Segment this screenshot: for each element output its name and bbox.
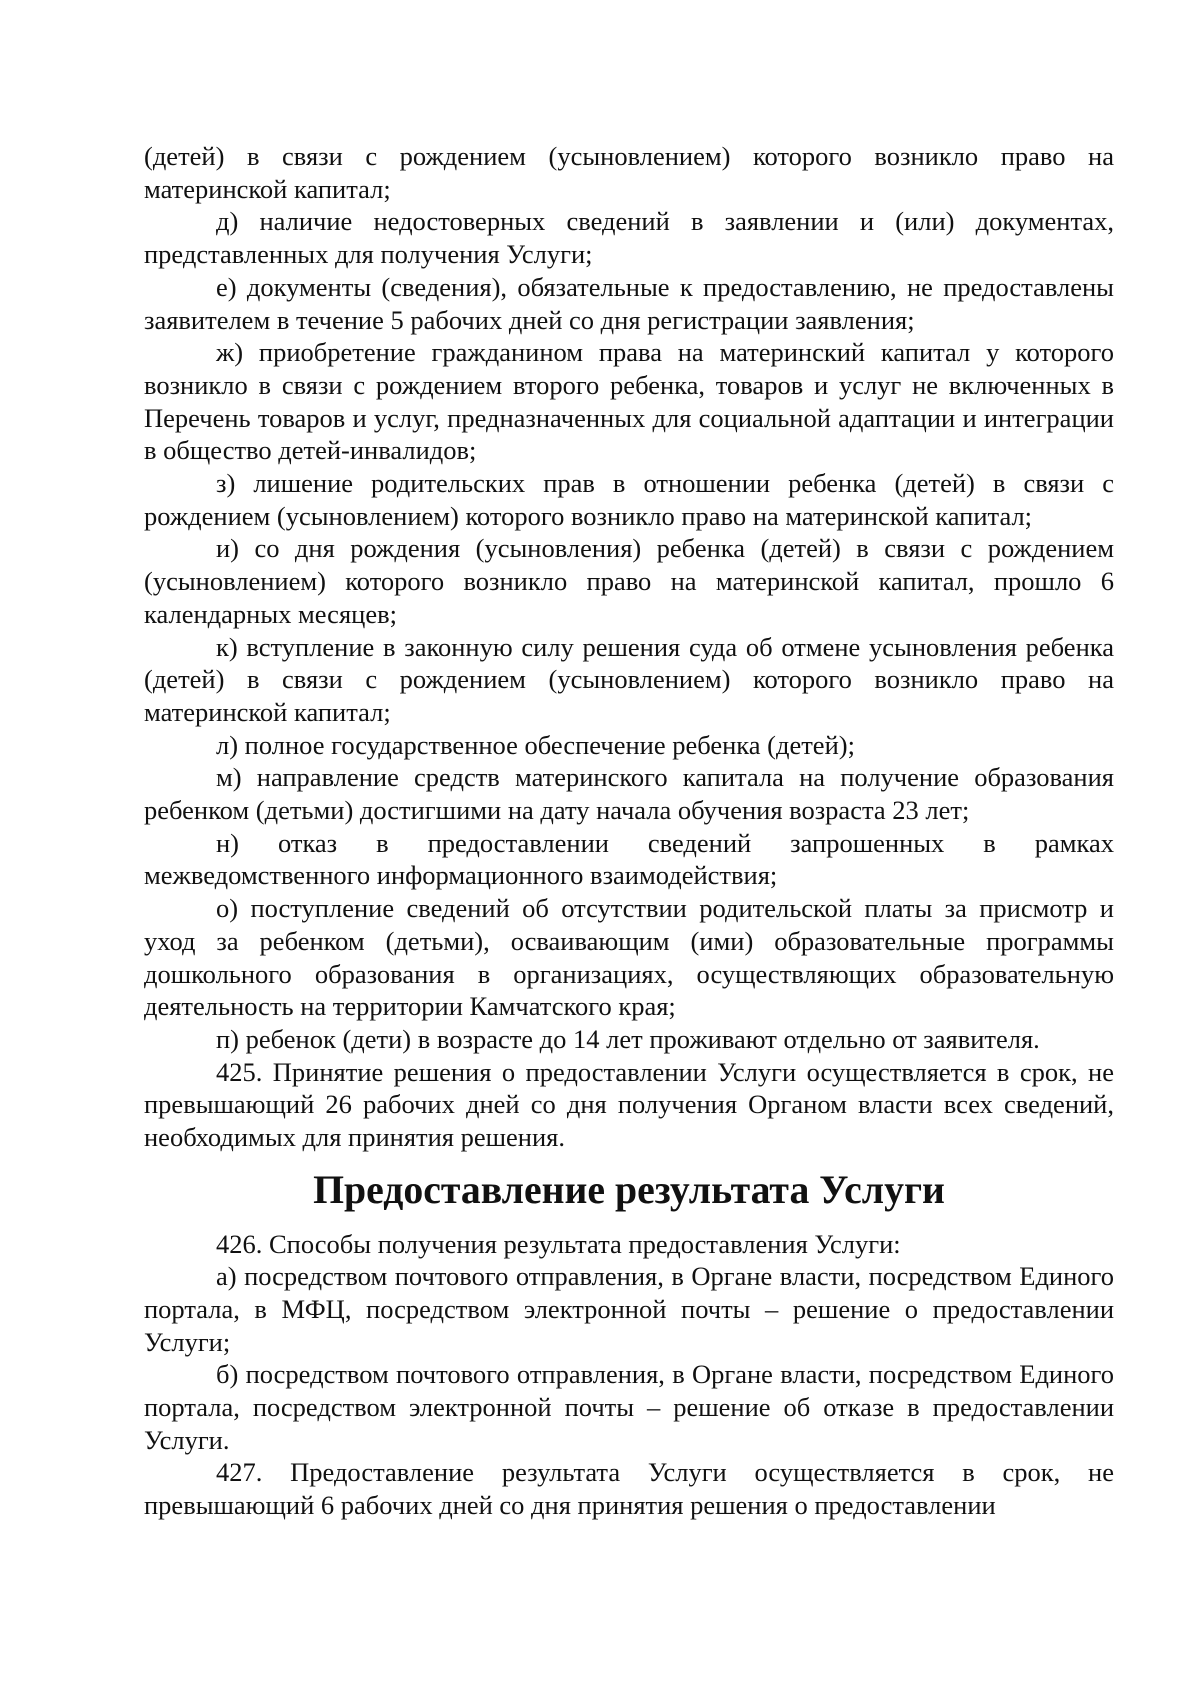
document-page xyxy=(144,140,1114,1522)
paragraph-item-d: д) наличие недостоверных сведений в заявлении и (или) документах, представленных для получения Услуги; xyxy=(144,206,1114,270)
paragraph-clause-425: 425. Принятие решения о предоставлении Услуги осуществляется в срок, не превышающий 26 рабочих дней со дня получения Органом власти всех сведений, необходимых для принятия решения. xyxy=(144,1056,1114,1153)
paragraph-item-e: е) документы (сведения), обязательные к предоставлению, не предоставлены заявителем в течение 5 рабочих дней со дня регистрации заявления; xyxy=(144,271,1114,335)
paragraph-item-zh: ж) приобретение гражданином права на материнский капитал у которого возникло в связи с рождением второго ребенка, товаров и услуг не включенных в Перечень товаров и услуг, предназначенных для социальной адаптации и интеграции в общество детей-инвалидов; xyxy=(144,337,1114,466)
paragraph-clause-427: 427. Предоставление результата Услуги осуществляется в срок, не превышающий 6 рабочих дней со дня принятия решения о предоставлении xyxy=(144,1457,1114,1521)
paragraph-item-k: к) вступление в законную силу решения суда об отмене усыновления ребенка (детей) в связи с рождением (усыновлением) которого возникло право на материнской капитал; xyxy=(144,631,1114,727)
paragraph-item-o: о) поступление сведений об отсутствии родительской платы за присмотр и уход за ребенком (детьми), осваивающим (ими) образовательные программы дошкольного образования в организациях, осуществляющих образовательную деятельность на территории Камчатского края; xyxy=(144,893,1114,1022)
paragraph-item-a: а) посредством почтового отправления, в Органе власти, посредством Единого портала, в МФЦ, посредством электронной почты – решение о предоставлении Услуги; xyxy=(144,1261,1114,1357)
paragraph-item-p: п) ребенок (дети) в возрасте до 14 лет проживают отдельно от заявителя. xyxy=(216,1023,1040,1054)
paragraph-item-z: з) лишение родительских прав в отношении ребенка (детей) в связи с рождением (усыновлением) которого возникло право на материнской капитал; xyxy=(144,468,1114,531)
section-heading: Предоставление результата Услуги xyxy=(313,1167,945,1212)
paragraph-item-l: л) полное государственное обеспечение ребенка (детей); xyxy=(216,729,855,760)
paragraph-item-n: н) отказ в предоставлении сведений запрошенных в рамках межведомственного информационного взаимодействия; xyxy=(144,827,1114,891)
paragraph-continuation: (детей) в связи с рождением (усыновлением) которого возникло право на материнской капитал; xyxy=(144,141,1114,204)
paragraph-clause-426: 426. Способы получения результата предоставления Услуги: xyxy=(216,1228,901,1259)
paragraph-item-b: б) посредством почтового отправления, в Органе власти, посредством Единого портала, посредством электронной почты – решение об отказе в предоставлении Услуги. xyxy=(144,1359,1114,1455)
paragraph-item-i: и) со дня рождения (усыновления) ребенка (детей) в связи с рождением (усыновлением) которого возникло право на материнской капитал, прошло 6 календарных месяцев; xyxy=(144,533,1114,629)
paragraph-item-m: м) направление средств материнского капитала на получение образования ребенком (детьми) достигшими на дату начала обучения возраста 23 лет; xyxy=(144,762,1114,826)
